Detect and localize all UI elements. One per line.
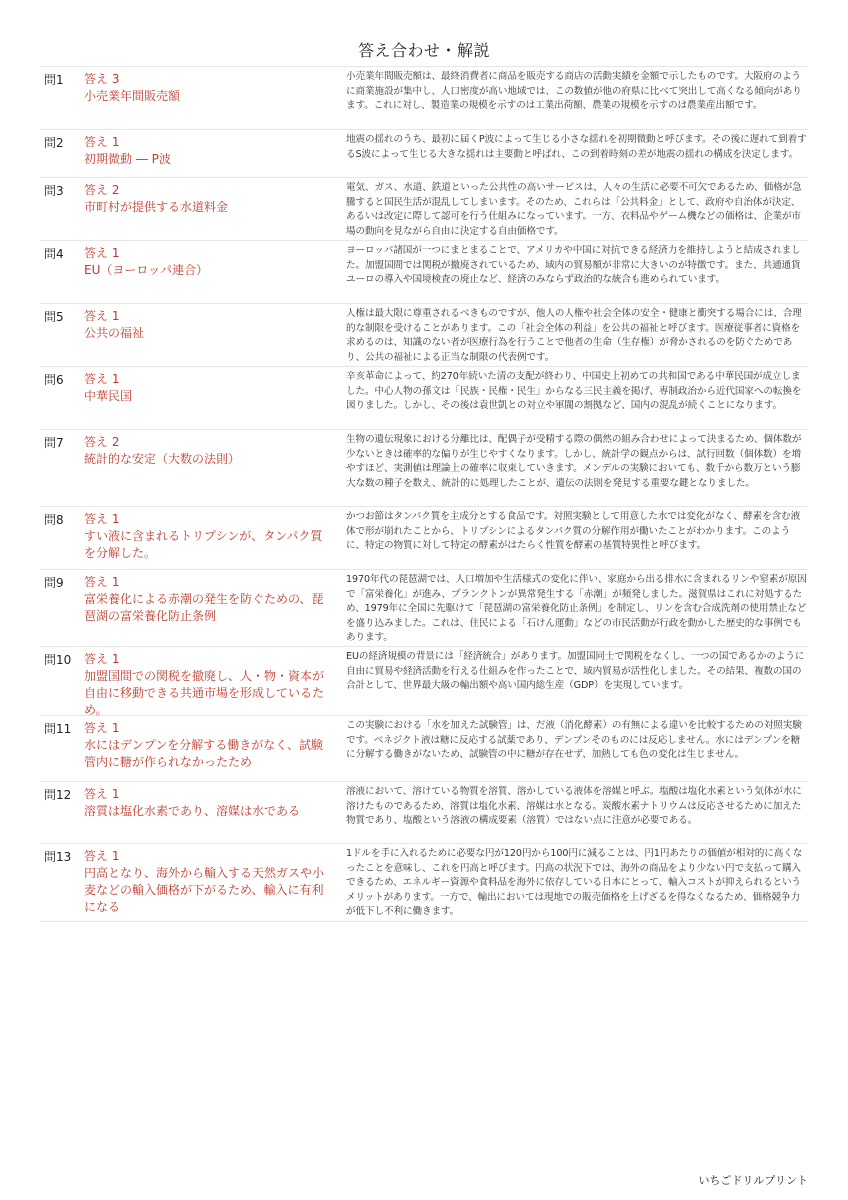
answer-row — [40, 716, 808, 782]
question-number: 問10 — [44, 653, 72, 667]
answer-text: 小売業年間販売額 — [84, 89, 181, 103]
explanation-text: EUの経済規模の背景には「経済統合」があります。加盟国同士で関税をなくし、一つの国であるかのように自由に貿易や経済活動を行える仕組みを作ったことで、域内貿易が活性化しました。その結果、複数の国の合計として、世界最大級の輸出額や高い国内総生産（GDP）を実現しています。 — [346, 651, 805, 691]
answer-text: 加盟国間での関税を撤廃し、人・物・資本が自由に移動できる共通市場を形成しているため。 — [84, 669, 325, 717]
question-number: 問1 — [44, 73, 64, 87]
explanation-text: ヨーロッパ諸国が一つにまとまることで、アメリカや中国に対抗できる経済力を維持しようと結成されました。加盟国間では関税が撤廃されているため、域内の貿易額が非常に大きいのが特徴です。また、共通通貨ユーロの導入や国境検査の廃止など、経済のみならず政治的な統合も進められています。 — [346, 245, 801, 285]
explanation-text: この実験における「水を加えた試験管」は、だ液（消化酵素）の有無による違いを比較するための対照実験です。ベネジクト液は糖に反応する試薬であり、デンプンそのものには反応しません。水にはデンプンを糖に分解する働きがないため、試験管の中に糖が存在せず、加熱しても色の変化は生じません。 — [346, 720, 802, 760]
answer-label: 答え 1 — [84, 652, 120, 666]
answer-label: 答え 3 — [84, 72, 120, 86]
explanation-text: 生物の遺伝現象における分離比は、配偶子が受精する際の偶然の組み合わせによって決まるため、個体数が少ないときは確率的な偏りが生じやすくなります。しかし、統計学の観点からは、試行回数（個体数）を増やすほど、実測値は理論上の確率に収束していきます。メンデルの実験においても、数千から数万という膨大な数の種子を数え、統計的に処理したことが、遺伝の法則を発見する重要な鍵となりました。 — [346, 434, 802, 489]
answer-row — [40, 647, 808, 716]
answer-row — [40, 241, 808, 304]
explanation-text: 電気、ガス、水道、鉄道といった公共性の高いサービスは、人々の生活に必要不可欠であるため、価格が急騰すると国民生活が混乱してしまいます。そのため、これらは「公共料金」として、政府や自治体が決定、あるいは改定に際して認可を行う仕組みになっています。一方、衣料品やゲーム機などの価格は、企業が市場の動向を見ながら自由に決定する自由価格です。 — [346, 182, 802, 237]
answer-row — [40, 782, 808, 844]
answer-text: すい液に含まれるトリプシンが、タンパク質を分解した。 — [84, 529, 323, 560]
answer-row — [40, 178, 808, 241]
explanation-text: 小売業年間販売額は、最終消費者に商品を販売する商店の活動実績を金額で示したものです。大阪府のように商業施設が集中し、人口密度が高い地域では、この数値が他の府県に比べて突出して高くなる傾向があります。これに対し、製造業の規模を示すのは工業出荷額、農業の規模を示すのは農業産出額です。 — [346, 71, 802, 111]
question-number: 問3 — [44, 184, 64, 198]
answer-cell — [78, 430, 340, 506]
question-number: 問7 — [44, 436, 64, 450]
answer-cell — [78, 130, 340, 177]
explanation-text: 1970年代の琵琶湖では、人口増加や生活様式の変化に伴い、家庭から出る排水に含まれるリンや窒素が原因で「富栄養化」が進み、プランクトンが異常発生する「赤潮」が頻発しました。滋賀県はこれに対処するため、1979年に全国に先駆けて「琵琶湖の富栄養化防止条例」を制定し、リンを含む合成洗剤の使用禁止などを盛り込みました。これは、住民による「石けん運動」などの市民活動が行政を動かした歴史的な事例でもあります。 — [346, 574, 807, 643]
answer-text: 溶質は塩化水素であり、溶媒は水である — [84, 804, 301, 818]
question-number: 問9 — [44, 576, 64, 590]
explanation-text: 地震の揺れのうち、最初に届くP波によって生じる小さな揺れを初期微動と呼びます。その後に遅れて到着するS波によって生じる大きな揺れは主要動と呼ばれ、この到着時刻の差が地震の揺れの構成を決定します。 — [346, 134, 807, 160]
answer-text: 初期微動 ― P波 — [84, 152, 171, 166]
answer-text: 市町村が提供する水道料金 — [84, 200, 229, 214]
answer-text: 中華民国 — [84, 389, 133, 403]
answer-row — [40, 844, 808, 922]
answer-label: 答え 1 — [84, 849, 120, 863]
answer-text: 円高となり、海外から輸入する天然ガスや小麦などの輸入価格が下がるため、輸入に有利になる — [84, 866, 325, 914]
answer-text: 統計的な安定（大数の法則） — [84, 452, 241, 466]
answer-label: 答え 1 — [84, 512, 120, 526]
question-number: 問11 — [44, 722, 72, 736]
answer-cell — [78, 570, 340, 646]
answer-row — [40, 67, 808, 130]
answer-cell — [78, 844, 340, 921]
answer-text: 水にはデンプンを分解する働きがなく、試験管内に糖が作られなかったため — [84, 738, 324, 769]
explanation-text: かつお節はタンパク質を主成分とする食品です。対照実験として用意した水では変化がなく、酵素を含む液体で形が崩れたことから、トリプシンによるタンパク質の分解作用が働いたことがわかります。このように、特定の物質に対して特定の酵素がはたらく性質を酵素の基質特異性と呼びます。 — [346, 511, 801, 551]
question-number: 問6 — [44, 373, 64, 387]
question-number: 問12 — [44, 788, 72, 802]
answer-cell — [78, 716, 340, 781]
question-number: 問13 — [44, 850, 72, 864]
answer-row — [40, 507, 808, 570]
answer-row — [40, 130, 808, 178]
question-number: 問2 — [44, 136, 64, 150]
answer-label: 答え 1 — [84, 309, 120, 323]
question-number: 問8 — [44, 513, 64, 527]
answer-cell — [78, 241, 340, 303]
answer-label: 答え 2 — [84, 435, 120, 449]
answer-cell — [78, 782, 340, 843]
answer-cell — [78, 67, 340, 129]
footer-brand: いちごドリルプリント — [698, 1174, 808, 1187]
answer-row — [40, 304, 808, 367]
answer-label: 答え 1 — [84, 372, 120, 386]
explanation-text: 1ドルを手に入れるために必要な円が120円から100円に減ることは、円1円あたりの価値が相対的に高くなったことを意味し、これを円高と呼びます。円高の状況下では、海外の商品をより少ない円で支払って購入できるため、エネルギー資源や食料品を海外に依存している日本にとって、輸入コストが抑えられるというメリットがあります。一方で、輸出においては現地での販売価格を上げざるを得なくなるため、価格競争力が低下し不利に働きます。 — [346, 848, 803, 917]
answer-cell — [78, 647, 340, 715]
answer-text: 富栄養化による赤潮の発生を防ぐための、琵琶湖の富栄養化防止条例 — [84, 592, 324, 623]
answer-cell — [78, 507, 340, 569]
question-number: 問5 — [44, 310, 64, 324]
answer-cell — [78, 367, 340, 429]
answer-label: 答え 1 — [84, 721, 120, 735]
explanation-text: 辛亥革命によって、約270年続いた清の支配が終わり、中国史上初めての共和国である中華民国が成立しました。中心人物の孫文は「民族・民権・民生」からなる三民主義を掲げ、専制政治から近代国家への転換を図りました。しかし、その後は袁世凱との対立や軍閥の割拠など、国内の混乱が続くことになります。 — [346, 371, 802, 411]
question-number: 問4 — [44, 247, 64, 261]
explanation-text: 溶液において、溶けている物質を溶質、溶かしている液体を溶媒と呼ぶ。塩酸は塩化水素という気体が水に溶けたものであるため、溶質は塩化水素、溶媒は水となる。炭酸水素ナトリウムは反応させるために加えた物質であり、塩酸という溶液の構成要素（溶質）ではない点に注意が必要である。 — [346, 786, 802, 826]
answer-label: 答え 1 — [84, 787, 120, 801]
answer-label: 答え 1 — [84, 575, 120, 589]
answer-cell — [78, 178, 340, 240]
answer-table — [40, 66, 808, 922]
page-title: 答え合わせ・解説 — [357, 41, 490, 60]
answer-label: 答え 1 — [84, 135, 120, 149]
answer-text: 公共の福祉 — [84, 326, 145, 340]
answer-row — [40, 430, 808, 507]
answer-row — [40, 570, 808, 647]
answer-row — [40, 367, 808, 430]
answer-label: 答え 1 — [84, 246, 120, 260]
answer-text: EU（ヨーロッパ連合） — [84, 263, 209, 277]
explanation-text: 人権は最大限に尊重されるべきものですが、他人の人権や社会全体の安全・健康と衝突する場合には、合理的な制限を受けることがあります。この「社会全体の利益」を公共の福祉と呼びます。医療従事者に資格を求めるのは、知識のない者が医療行為を行うことで他者の生命（生存権）が脅かされるのを防ぐためであり、公共の福祉による正当な制限の代表例です。 — [346, 308, 802, 363]
answer-cell — [78, 304, 340, 366]
answer-label: 答え 2 — [84, 183, 120, 197]
